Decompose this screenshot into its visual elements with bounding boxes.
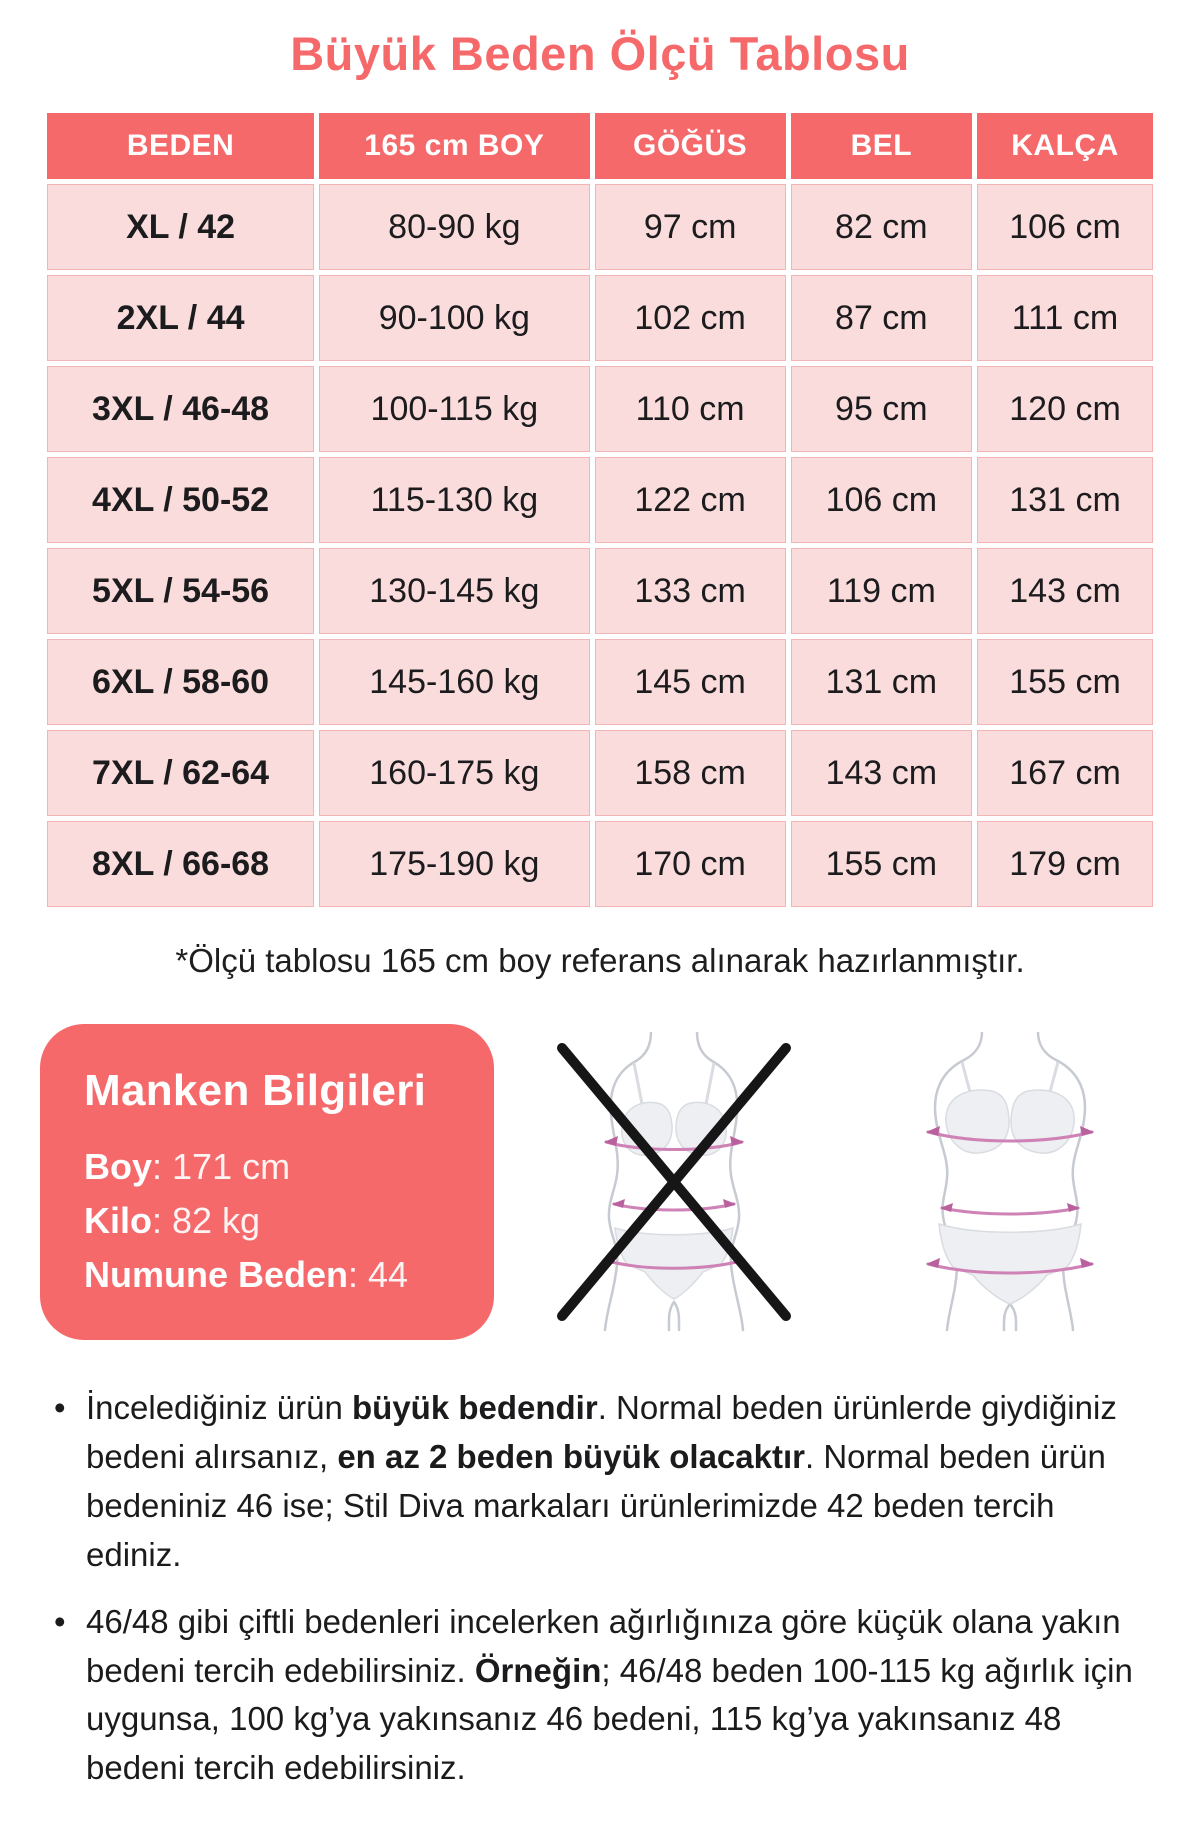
size-table bbox=[42, 108, 1158, 912]
field-value: : 82 kg bbox=[152, 1200, 261, 1242]
size-cell: 7XL / 62-64 bbox=[47, 730, 314, 816]
measure-cell: 133 cm bbox=[595, 548, 786, 634]
measure-cell: 155 cm bbox=[791, 821, 972, 907]
measure-cell: 143 cm bbox=[791, 730, 972, 816]
column-header: 165 cm BOY bbox=[319, 113, 589, 179]
size-cell: 8XL / 66-68 bbox=[47, 821, 314, 907]
note-bullet: • 46/48 gibi çiftli bedenleri incelerken ağırlığınıza göre küçük olana yakın bedeni tercih edebilirsiniz. Örneğin; 46/48 beden 100-115 kg ağırlık için uygunsa, 100 kg’ya yakınsanız 46 bedeni, 115 kg’ya yakınsanız 48 bedeni tercih edebilirsiniz. bbox=[54, 1598, 1150, 1793]
column-header: BEL bbox=[791, 113, 972, 179]
field-value: : 171 cm bbox=[152, 1146, 291, 1188]
measure-cell: 110 cm bbox=[595, 366, 786, 452]
measure-cell: 87 cm bbox=[791, 275, 972, 361]
measure-cell: 170 cm bbox=[595, 821, 786, 907]
model-info-box bbox=[40, 1024, 494, 1340]
measure-cell: 167 cm bbox=[977, 730, 1153, 816]
measurement-figures bbox=[494, 1024, 1160, 1340]
measure-cell: 143 cm bbox=[977, 548, 1153, 634]
size-cell: XL / 42 bbox=[47, 184, 314, 270]
size-cell: 2XL / 44 bbox=[47, 275, 314, 361]
table-row bbox=[47, 730, 1153, 816]
header-row bbox=[47, 113, 1153, 179]
table-row bbox=[47, 184, 1153, 270]
table-row bbox=[47, 366, 1153, 452]
column-header: BEDEN bbox=[47, 113, 314, 179]
measure-cell: 120 cm bbox=[977, 366, 1153, 452]
crossed-body-figure-icon bbox=[524, 1032, 824, 1332]
model-info-field bbox=[84, 1194, 454, 1248]
size-cell: 5XL / 54-56 bbox=[47, 548, 314, 634]
measure-cell: 82 cm bbox=[791, 184, 972, 270]
measure-cell: 122 cm bbox=[595, 457, 786, 543]
measure-cell: 115-130 kg bbox=[319, 457, 589, 543]
measure-cell: 131 cm bbox=[977, 457, 1153, 543]
measure-cell: 155 cm bbox=[977, 639, 1153, 725]
measure-cell: 158 cm bbox=[595, 730, 786, 816]
measure-cell: 106 cm bbox=[791, 457, 972, 543]
size-table-wrap bbox=[42, 108, 1158, 912]
size-cell: 3XL / 46-48 bbox=[47, 366, 314, 452]
table-row bbox=[47, 275, 1153, 361]
measure-cell: 95 cm bbox=[791, 366, 972, 452]
measure-cell: 106 cm bbox=[977, 184, 1153, 270]
body-figure-icon bbox=[860, 1032, 1160, 1332]
size-cell: 4XL / 50-52 bbox=[47, 457, 314, 543]
measure-cell: 175-190 kg bbox=[319, 821, 589, 907]
model-info-title: Manken Bilgileri bbox=[84, 1066, 427, 1116]
page-title: Büyük Beden Ölçü Tablosu bbox=[290, 27, 910, 80]
table-row bbox=[47, 639, 1153, 725]
size-cell: 6XL / 58-60 bbox=[47, 639, 314, 725]
table-row bbox=[47, 457, 1153, 543]
measure-cell: 179 cm bbox=[977, 821, 1153, 907]
model-info-field bbox=[84, 1140, 454, 1194]
measure-cell: 145-160 kg bbox=[319, 639, 589, 725]
measure-cell: 100-115 kg bbox=[319, 366, 589, 452]
measure-cell: 80-90 kg bbox=[319, 184, 589, 270]
measure-cell: 160-175 kg bbox=[319, 730, 589, 816]
measure-cell: 145 cm bbox=[595, 639, 786, 725]
measure-cell: 130-145 kg bbox=[319, 548, 589, 634]
measure-cell: 102 cm bbox=[595, 275, 786, 361]
notes-list bbox=[54, 1384, 1150, 1793]
model-info-fields bbox=[84, 1140, 454, 1302]
measure-cell: 111 cm bbox=[977, 275, 1153, 361]
column-header: GÖĞÜS bbox=[595, 113, 786, 179]
measure-cell: 131 cm bbox=[791, 639, 972, 725]
measure-cell: 119 cm bbox=[791, 548, 972, 634]
size-chart-page bbox=[0, 26, 1200, 1826]
table-row bbox=[47, 548, 1153, 634]
model-info-field bbox=[84, 1248, 454, 1302]
field-value: : 44 bbox=[348, 1254, 409, 1296]
field-label: Numune Beden bbox=[84, 1254, 349, 1296]
measure-cell: 90-100 kg bbox=[319, 275, 589, 361]
model-section bbox=[40, 1024, 1160, 1340]
measure-cell: 97 cm bbox=[595, 184, 786, 270]
field-label: Kilo bbox=[84, 1200, 152, 1242]
note-bullet: • İncelediğiniz ürün büyük bedendir. Normal beden ürünlerde giydiğiniz bedeni alırsanız, en az 2 beden büyük olacaktır. Normal beden ürün bedeniniz 46 ise; Stil Diva markaları ürünlerimizde 42 beden tercih ediniz. bbox=[54, 1384, 1150, 1579]
column-header: KALÇA bbox=[977, 113, 1153, 179]
table-footnote: *Ölçü tablosu 165 cm boy referans alınarak hazırlanmıştır. bbox=[175, 942, 1025, 980]
field-label: Boy bbox=[84, 1146, 153, 1188]
table-row bbox=[47, 821, 1153, 907]
